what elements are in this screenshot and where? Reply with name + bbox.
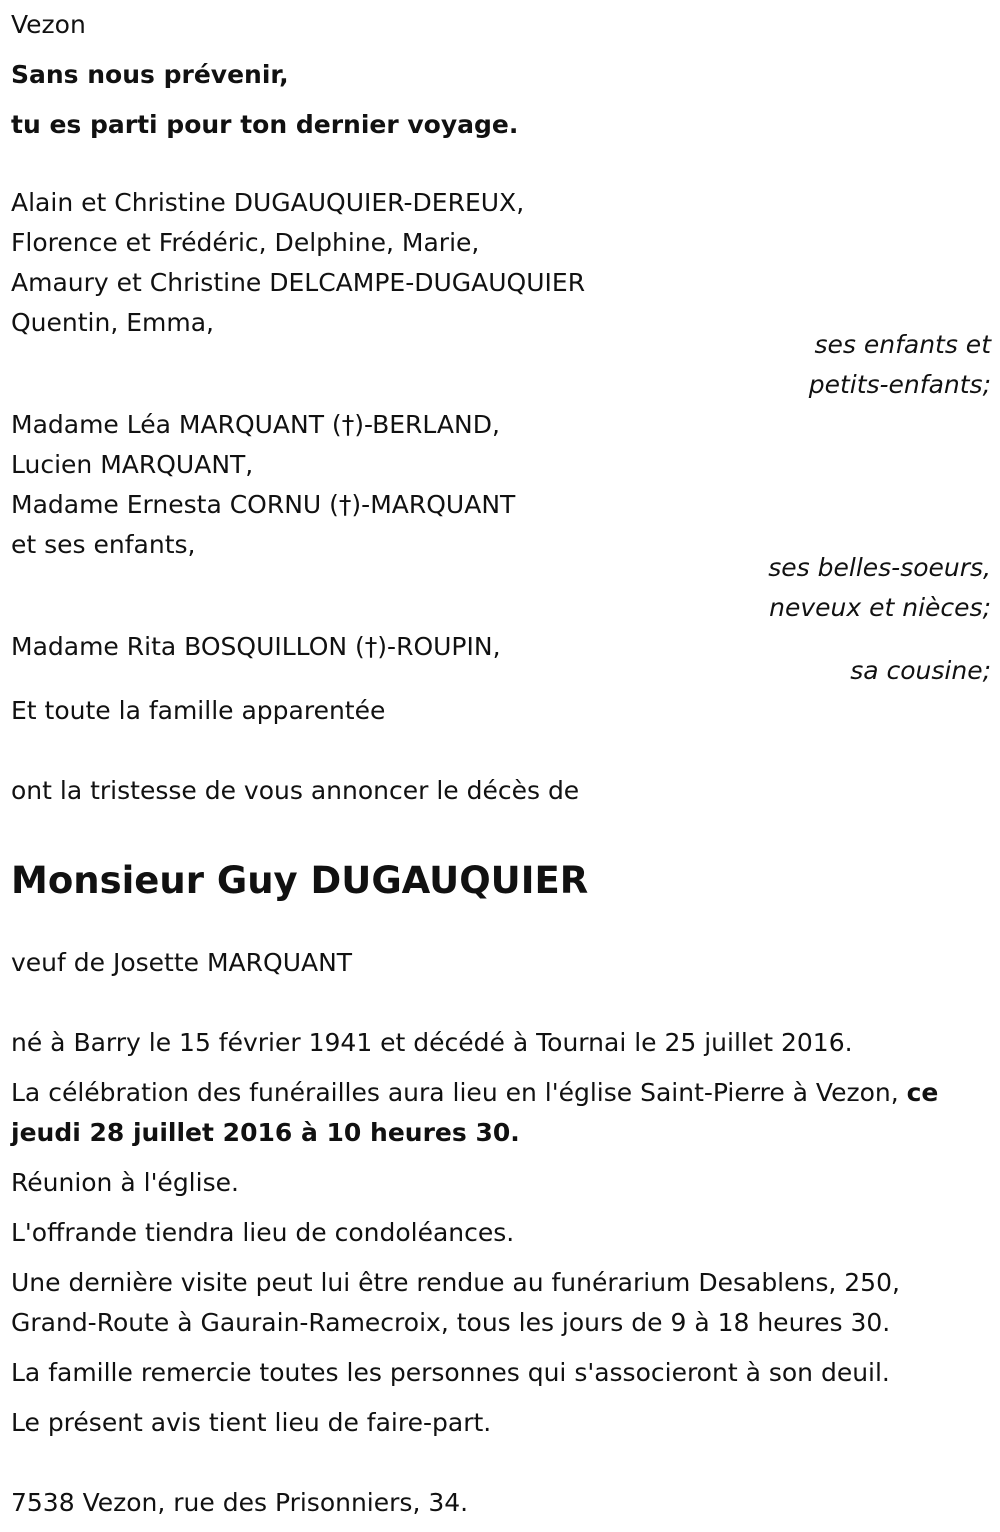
family-line: Madame Léa MARQUANT (†)-BERLAND, [11,410,500,439]
family-line: Quentin, Emma, [11,308,215,337]
family-line: Alain et Christine DUGAUQUIER-DEREUX, [11,188,525,217]
notice-line: Le présent avis tient lieu de faire-part. [11,1408,492,1437]
relation-line: ses belles-soeurs, [768,553,991,582]
family-line: Lucien MARQUANT, [11,450,254,479]
announcement-intro: ont la tristesse de vous annoncer le décès de [11,776,580,805]
children-block [11,183,991,343]
visit-line-1: Une dernière visite peut lui être rendue au funérarium Desablens, 250, [11,1268,900,1297]
offering-line: L'offrande tiendra lieu de condoléances. [11,1218,515,1247]
funeral-paragraph [11,1073,991,1153]
family-line: Madame Ernesta CORNU (†)-MARQUANT [11,490,516,519]
funeral-date: ce jeudi 28 juillet 2016 à 10 heures 30. [11,1078,939,1147]
cousin-line: Madame Rita BOSQUILLON (†)-ROUPIN, [11,632,501,661]
funeral-text: La célébration des funérailles aura lieu en l'église Saint-Pierre à Vezon, [11,1078,907,1107]
obituary-notice [11,5,991,1523]
place-heading: Vezon [11,10,86,39]
relation-line: petits-enfants; [808,370,991,399]
deceased-name: Monsieur Guy DUGAUQUIER [11,859,589,902]
family-line: et ses enfants, [11,530,196,559]
in-laws-block [11,405,991,565]
widower-line: veuf de Josette MARQUANT [11,948,353,977]
address-line: 7538 Vezon, rue des Prisonniers, 34. [11,1488,469,1517]
birth-death-line: né à Barry le 15 février 1941 et décédé à Tournai le 25 juillet 2016. [11,1028,853,1057]
thanks-line: La famille remercie toutes les personnes qui s'associeront à son deuil. [11,1358,890,1387]
extended-family-line: Et toute la famille apparentée [11,696,386,725]
family-line: Florence et Frédéric, Delphine, Marie, [11,228,480,257]
poem-line-1: Sans nous prévenir, [11,60,289,89]
relation-line: ses enfants et [814,330,991,359]
visit-line-2: Grand-Route à Gaurain-Ramecroix, tous les jours de 9 à 18 heures 30. [11,1308,891,1337]
relation-line: neveux et nièces; [769,593,991,622]
meeting-line: Réunion à l'église. [11,1168,239,1197]
poem-line-2: tu es parti pour ton dernier voyage. [11,110,519,139]
visit-paragraph [11,1263,991,1343]
cousin-relation: sa cousine; [850,656,991,685]
family-line: Amaury et Christine DELCAMPE-DUGAUQUIER [11,268,586,297]
